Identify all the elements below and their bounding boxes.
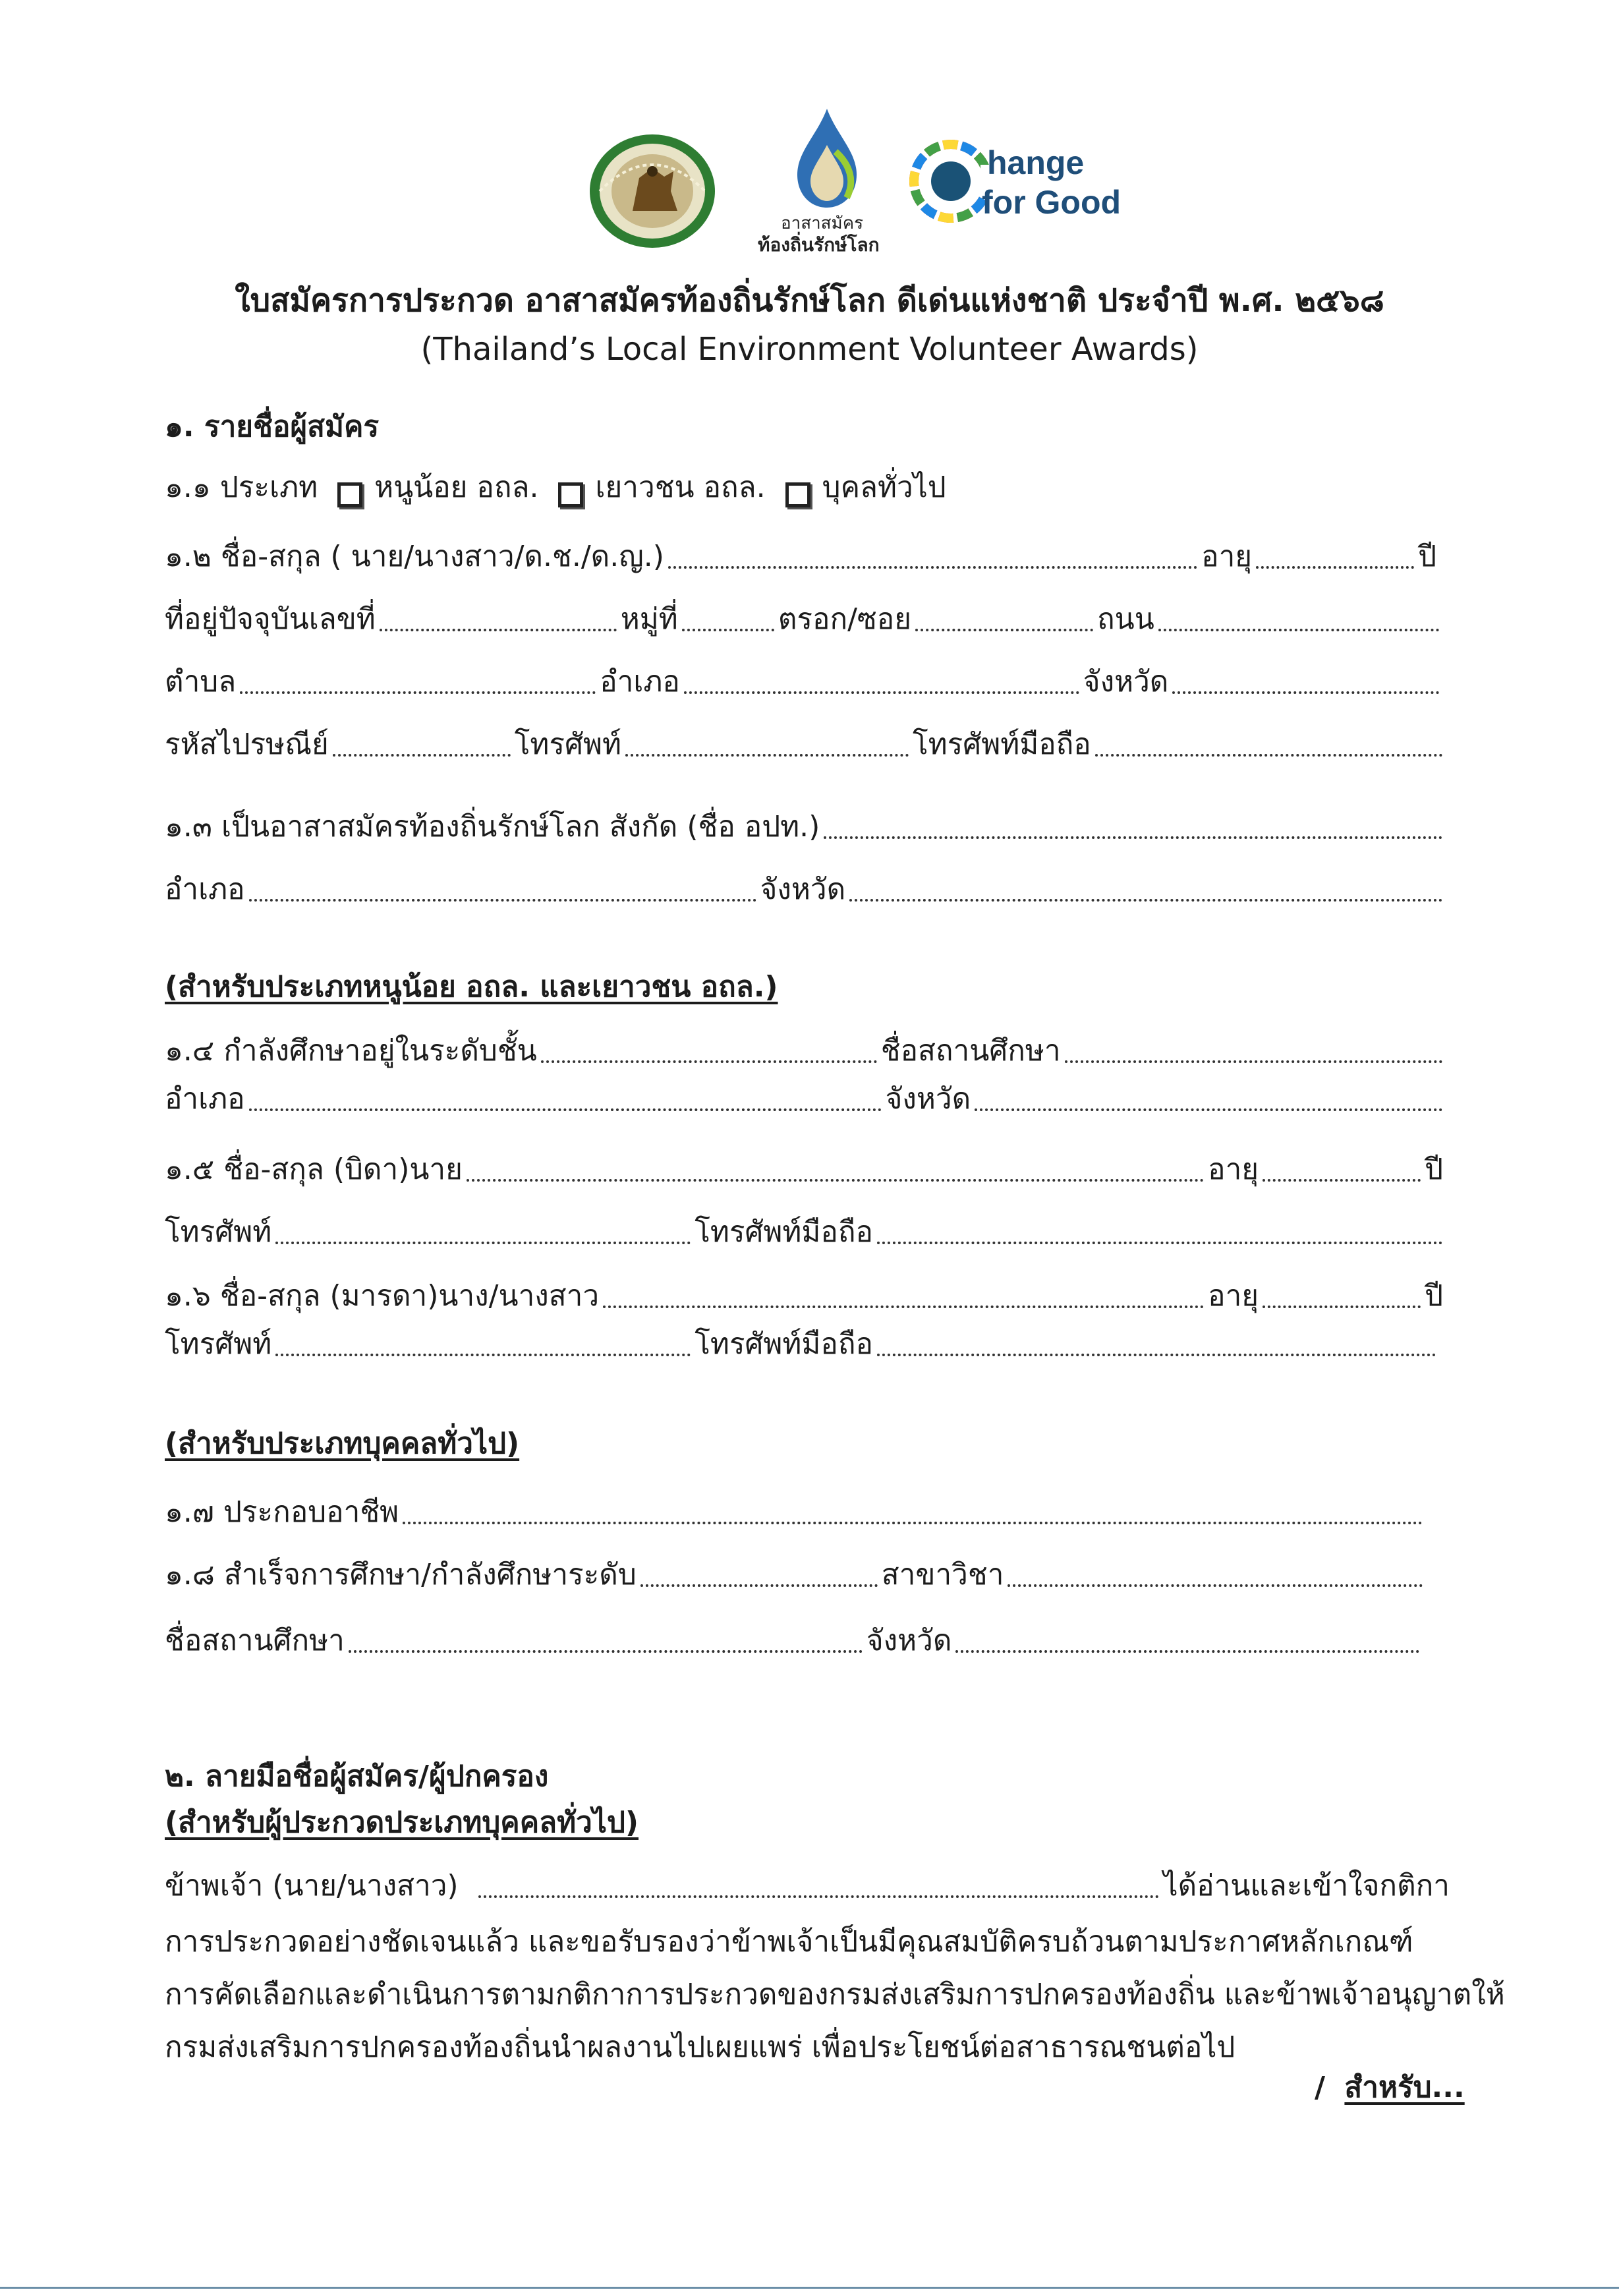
mother-phone-field[interactable] (275, 1354, 691, 1356)
q1-6-year-label: ปี (1425, 1279, 1443, 1313)
option-kids-label: หนูน้อย อถล. (374, 471, 539, 504)
general-province-field[interactable] (955, 1650, 1419, 1653)
postal-label: รหัสไปรษณีย์ (165, 728, 329, 761)
q1-5-mobile-label: โทรศัพท์มือถือ (695, 1215, 873, 1249)
occupation-field[interactable] (403, 1522, 1423, 1524)
q1-4-amphoe-label: อำเภอ (165, 1082, 245, 1116)
education-level-field[interactable] (640, 1584, 878, 1587)
row-1-4-b (165, 1079, 1446, 1119)
declaration-line-3: การคัดเลือกและดำเนินการตามกติกาการประกวดของกรมส่งเสริมการปกครองท้องถิ่น และข้าพเจ้าอนุญาตให้ (165, 1978, 1505, 2011)
section-1-heading: ๑. รายชื่อผู้สมัคร (165, 410, 380, 444)
declarant-name-field[interactable] (478, 1895, 1160, 1898)
continued-slash: / (1315, 2071, 1326, 2104)
row-address-2 (165, 662, 1443, 702)
q1-5-label: ๑.๕ ชื่อ-สกุล (บิดา)นาย (165, 1153, 463, 1186)
amphoe-label: อำเภอ (600, 665, 680, 699)
tambon-field[interactable] (240, 691, 596, 694)
row-address-1 (165, 600, 1443, 639)
q1-3-amphoe-label: อำเภอ (165, 873, 245, 906)
org-amphoe-field[interactable] (249, 899, 756, 902)
row-1-6 (165, 1277, 1443, 1316)
row-address-3 (165, 725, 1446, 764)
father-age-field[interactable] (1263, 1179, 1421, 1182)
q1-4-province-label: จังหวัด (885, 1082, 971, 1116)
declaration-line-2: การประกวดอย่างชัดเจนแล้ว และขอรับรองว่าข้าพเจ้าเป็นมีคุณสมบัติครบถ้วนตามประกาศหลักเกณฑ์ (165, 1925, 1413, 1959)
checkbox-kids[interactable] (337, 482, 362, 507)
house-no-field[interactable] (380, 629, 617, 631)
row-1-7 (165, 1493, 1427, 1532)
major-field[interactable] (1008, 1584, 1423, 1587)
sub-heading-youth: (สำหรับประเภทหนูน้อย อถล. และเยาวชน อถล.) (165, 970, 778, 1004)
postal-field[interactable] (333, 754, 511, 757)
q1-6-age-label: อายุ (1208, 1279, 1259, 1313)
q1-6-mobile-label: โทรศัพท์มือถือ (695, 1327, 873, 1361)
row-1-2 (165, 537, 1436, 577)
row-1-5 (165, 1150, 1443, 1190)
row-1-3 (165, 807, 1446, 847)
local-volunteer-logo (778, 105, 876, 211)
continued-label: สำหรับ... (1344, 2071, 1465, 2104)
q1-7-label: ๑.๗ ประกอบอาชีพ (165, 1495, 399, 1529)
change-for-good-text-1: hange (987, 144, 1085, 181)
checkbox-youth[interactable] (558, 482, 583, 507)
page-title-en: (Thailand’s Local Environment Volunteer Awards) (420, 331, 1199, 368)
q1-5-age-label: อายุ (1208, 1153, 1259, 1186)
general-school-field[interactable] (349, 1650, 863, 1653)
q1-6-phone-label: โทรศัพท์ (165, 1327, 272, 1361)
q1-8-label: ๑.๘ สำเร็จการศึกษา/กำลังศึกษาระดับ (165, 1558, 637, 1592)
section-2-heading: ๒. ลายมือชื่อผู้สมัคร/ผู้ปกครอง (165, 1760, 549, 1793)
moo-label: หมู่ที่ (620, 602, 678, 636)
mother-mobile-field[interactable] (877, 1354, 1436, 1356)
phone-field[interactable] (625, 754, 909, 757)
checkbox-general[interactable] (785, 482, 810, 507)
q1-8-school-label: ชื่อสถานศึกษา (165, 1624, 345, 1657)
house-no-label: ที่อยู่ปัจจุบันเลขที่ (165, 602, 376, 636)
applicant-name-field[interactable] (668, 566, 1197, 569)
q1-8-major-label: สาขาวิชา (881, 1558, 1004, 1592)
grade-level-field[interactable] (541, 1060, 877, 1063)
amphoe-field[interactable] (684, 691, 1079, 694)
change-for-good-text-2: for Good (982, 184, 1122, 221)
page-title-th: ใบสมัครการประกวด อาสาสมัครท้องถิ่นรักษ์โลก ดีเด่นแห่งชาติ ประจำปี พ.ศ. ๒๕๖๘ (235, 282, 1384, 319)
sub-heading-signature: (สำหรับผู้ประกวดประเภทบุคคลทั่วไป) (165, 1806, 639, 1839)
sub-heading-general: (สำหรับประเภทบุคคลทั่วไป) (165, 1427, 520, 1460)
change-for-good-logo (908, 138, 994, 224)
dla-seal-logo (586, 132, 718, 250)
org-name-field[interactable] (824, 836, 1442, 839)
mobile-label: โทรศัพท์มือถือ (913, 728, 1091, 761)
q1-5-year-label: ปี (1425, 1153, 1443, 1186)
mother-age-field[interactable] (1263, 1306, 1421, 1308)
province-label: จังหวัด (1083, 665, 1169, 699)
soi-label: ตรอก/ซอย (778, 602, 911, 636)
father-phone-field[interactable] (275, 1242, 691, 1244)
local-volunteer-logo-text-2: ท้องถิ่นรักษ์โลก (758, 234, 880, 256)
row-1-8 (165, 1555, 1427, 1595)
moo-field[interactable] (682, 629, 774, 631)
q1-1-label: ๑.๑ ประเภท (165, 471, 318, 504)
q1-2-age-label: อายุ (1201, 540, 1253, 573)
mother-name-field[interactable] (603, 1306, 1204, 1308)
phone-label: โทรศัพท์ (514, 728, 622, 761)
declaration-text (165, 1916, 1505, 2074)
org-province-field[interactable] (849, 899, 1442, 902)
row-1-8-b (165, 1621, 1423, 1661)
q1-5-phone-label: โทรศัพท์ (165, 1215, 272, 1249)
q1-8-province-label: จังหวัด (866, 1624, 952, 1657)
tambon-label: ตำบล (165, 665, 237, 699)
row-1-6-b (165, 1325, 1440, 1364)
row-1-4 (165, 1031, 1446, 1071)
declaration-start: ข้าพเจ้า (นาย/นางสาว) (165, 1869, 459, 1903)
mobile-field[interactable] (1095, 754, 1442, 757)
road-field[interactable] (1158, 629, 1439, 631)
q1-3-province-label: จังหวัด (760, 873, 846, 906)
row-1-5-b (165, 1213, 1446, 1252)
option-youth-label: เยาวชน อถล. (595, 471, 766, 504)
bottom-rule (0, 2287, 1619, 2289)
row-declaration-1 (165, 1866, 1450, 1906)
q1-6-label: ๑.๖ ชื่อ-สกุล (มารดา)นาง/นางสาว (165, 1279, 600, 1313)
declaration-line-4: กรมส่งเสริมการปกครองท้องถิ่นนำผลงานไปเผยแพร่ เพื่อประโยชน์ต่อสาธารณชนต่อไป (165, 2030, 1236, 2064)
father-mobile-field[interactable] (877, 1242, 1442, 1244)
school-province-field[interactable] (975, 1108, 1442, 1111)
q1-4-school-label: ชื่อสถานศึกษา (880, 1034, 1061, 1068)
continued-indicator (1315, 2064, 1465, 2110)
road-label: ถนน (1096, 602, 1154, 636)
applicant-age-field[interactable] (1256, 566, 1414, 569)
local-volunteer-logo-text-1: อาสาสมัคร (781, 214, 864, 233)
declaration-end: ได้อ่านและเข้าใจกติกา (1163, 1869, 1450, 1903)
school-amphoe-field[interactable] (249, 1108, 882, 1111)
school-name-field[interactable] (1065, 1060, 1442, 1063)
q1-2-year-label: ปี (1418, 540, 1436, 573)
q1-3-label: ๑.๓ เป็นอาสาสมัครท้องถิ่นรักษ์โลก สังกัด (ชื่อ อปท.) (165, 810, 820, 844)
q1-4-label: ๑.๔ กำลังศึกษาอยู่ในระดับชั้น (165, 1034, 537, 1068)
option-general-label: บุคลทั่วไป (822, 471, 946, 504)
province-field[interactable] (1172, 691, 1439, 694)
row-1-1 (165, 468, 946, 507)
q1-2-label: ๑.๒ ชื่อ-สกุล ( นาย/นางสาว/ด.ช./ด.ญ.) (165, 540, 664, 573)
father-name-field[interactable] (467, 1179, 1204, 1182)
soi-field[interactable] (915, 629, 1093, 631)
row-1-3-b (165, 870, 1446, 909)
